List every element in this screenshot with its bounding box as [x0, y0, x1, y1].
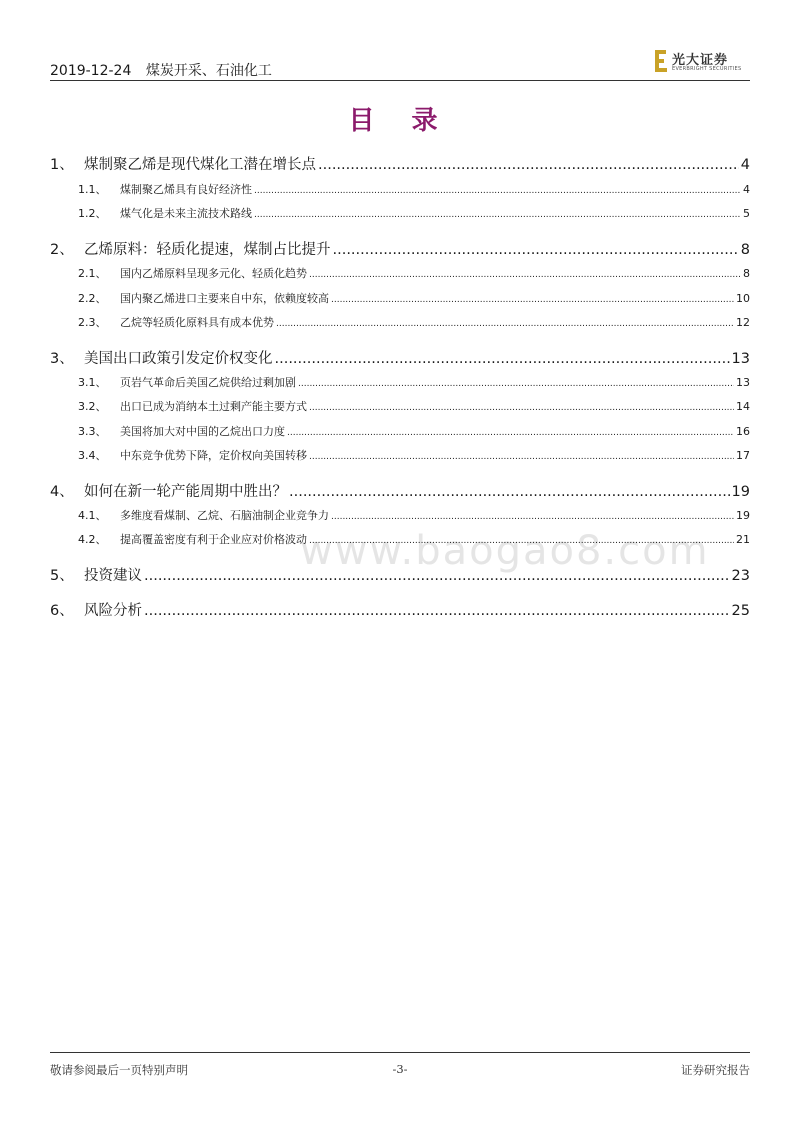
page-number: -3-: [392, 1062, 408, 1076]
toc-entry-number: 1.1、: [78, 183, 107, 196]
toc-entry-title: 提高覆盖密度有利于企业应对价格波动: [120, 533, 307, 546]
header-info: [50, 60, 282, 80]
toc-entry[interactable]: [50, 290, 750, 306]
toc-entry-number: 1.2、: [78, 207, 107, 220]
toc-entry-page: 13: [736, 376, 750, 389]
toc-dot-leader: [144, 568, 730, 584]
toc-entry[interactable]: [50, 374, 750, 390]
toc-entry-number: 3.3、: [78, 425, 107, 438]
toc-entry-page: 16: [736, 425, 750, 438]
toc-entry-number: 3.4、: [78, 449, 107, 462]
report-date: 2019-12-24: [50, 63, 132, 79]
toc-entry-page: 10: [736, 292, 750, 305]
toc-entry-page: 17: [736, 449, 750, 462]
footer-report-type: 证券研究报告: [681, 1063, 750, 1077]
toc-entry[interactable]: [50, 314, 750, 330]
toc-entry[interactable]: [50, 347, 750, 368]
toc-dot-leader: [254, 210, 741, 220]
toc-entry-title: 页岩气革命后美国乙烷供给过剩加剧: [120, 376, 296, 389]
toc-entry-title: 出口已成为消纳本土过剩产能主要方式: [120, 400, 307, 413]
toc-entry-page: 14: [736, 400, 750, 413]
toc-entry-number: 5、: [50, 568, 74, 584]
toc-entry-number: 4、: [50, 484, 74, 500]
toc-entry[interactable]: [50, 398, 750, 414]
toc-entry-page: 4: [740, 157, 750, 173]
toc-entry-page: 12: [736, 316, 750, 329]
toc-dot-leader: [144, 603, 730, 619]
toc-entry-number: 3.1、: [78, 376, 107, 389]
toc-dot-leader: [318, 157, 739, 173]
toc-dot-leader: [276, 319, 734, 329]
toc-entry-title: 投资建议: [84, 568, 142, 584]
toc-entry-number: 3.2、: [78, 400, 107, 413]
toc-entry-title: 煤制聚乙烯是现代煤化工潜在增长点: [84, 157, 316, 173]
toc-entry-page: 21: [736, 533, 750, 546]
toc-entry[interactable]: [50, 238, 750, 259]
toc-entry-title: 煤制聚乙烯具有良好经济性: [120, 183, 252, 196]
toc-entry-page: 8: [743, 267, 750, 280]
toc-entry-title: 国内聚乙烯进口主要来自中东，依赖度较高: [120, 292, 329, 305]
toc-entry[interactable]: [50, 265, 750, 281]
toc-entry-page: 23: [731, 568, 750, 584]
toc-dot-leader: [333, 242, 739, 258]
toc-dot-leader: [331, 295, 734, 305]
toc-entry-number: 2.3、: [78, 316, 107, 329]
toc-entry-number: 3、: [50, 351, 74, 367]
toc-dot-leader: [298, 379, 734, 389]
toc-entry[interactable]: [50, 447, 750, 463]
toc-entry[interactable]: [50, 531, 750, 547]
toc-dot-leader: [309, 270, 741, 280]
toc-entry-number: 2、: [50, 242, 74, 258]
toc-dot-leader: [309, 536, 734, 546]
toc-entry-title: 乙烯原料：轻质化提速，煤制占比提升: [84, 242, 331, 258]
toc-entry-page: 4: [743, 183, 750, 196]
toc-entry-title: 国内乙烯原料呈现多元化、轻质化趋势: [120, 267, 307, 280]
watermark: www.baogao8.com: [300, 528, 710, 574]
logo-subtext: EVERBRIGHT SECURITIES: [672, 66, 742, 72]
logo-text: 光大证券: [672, 53, 729, 68]
toc-title: 目 录: [348, 106, 452, 136]
toc-dot-leader: [331, 512, 734, 522]
toc-entry[interactable]: [50, 153, 750, 174]
toc-entry-title: 乙烷等轻质化原料具有成本优势: [120, 316, 274, 329]
toc-entry[interactable]: [50, 507, 750, 523]
toc-dot-leader: [289, 484, 730, 500]
toc-entry-number: 4.2、: [78, 533, 107, 546]
toc-entry-page: 8: [740, 242, 750, 258]
toc-entry-number: 4.1、: [78, 509, 107, 522]
toc-entry-title: 美国出口政策引发定价权变化: [84, 351, 273, 367]
toc-entry-number: 6、: [50, 603, 74, 619]
toc-entry[interactable]: [50, 480, 750, 501]
toc-dot-leader: [275, 351, 730, 367]
toc-entry-title: 风险分析: [84, 603, 142, 619]
toc-entry-number: 1、: [50, 157, 74, 173]
toc-entry-page: 19: [731, 484, 750, 500]
page-footer: [50, 1052, 750, 1083]
toc-dot-leader: [309, 403, 734, 413]
everbright-logo-icon: [654, 49, 668, 73]
toc-entry-page: 19: [736, 509, 750, 522]
page-header: [50, 0, 750, 81]
report-sector: 煤炭开采、石油化工: [145, 63, 272, 79]
toc-entry[interactable]: [50, 599, 750, 620]
toc-entry[interactable]: [50, 205, 750, 221]
toc-entry[interactable]: [50, 564, 750, 585]
toc-entry[interactable]: [50, 181, 750, 197]
toc-entry-title: 中东竞争优势下降，定价权向美国转移: [120, 449, 307, 462]
toc-entry-title: 美国将加大对中国的乙烷出口力度: [120, 425, 285, 438]
toc-entry-title: 煤气化是未来主流技术路线: [120, 207, 252, 220]
everbright-logo: [654, 47, 750, 75]
toc-entry-title: 多维度看煤制、乙烷、石脑油制企业竞争力: [120, 509, 329, 522]
toc-dot-leader: [287, 428, 734, 438]
toc-entry-number: 2.2、: [78, 292, 107, 305]
toc-entry-page: 13: [731, 351, 750, 367]
toc-entry-page: 25: [731, 603, 750, 619]
toc-entry-title: 如何在新一轮产能周期中胜出？: [84, 484, 287, 500]
footer-disclaimer: 敬请参阅最后一页特别声明: [50, 1063, 188, 1077]
toc-entry[interactable]: [50, 423, 750, 439]
toc-entry-number: 2.1、: [78, 267, 107, 280]
toc-entry-page: 5: [743, 207, 750, 220]
toc-dot-leader: [254, 186, 741, 196]
toc-dot-leader: [309, 452, 734, 462]
